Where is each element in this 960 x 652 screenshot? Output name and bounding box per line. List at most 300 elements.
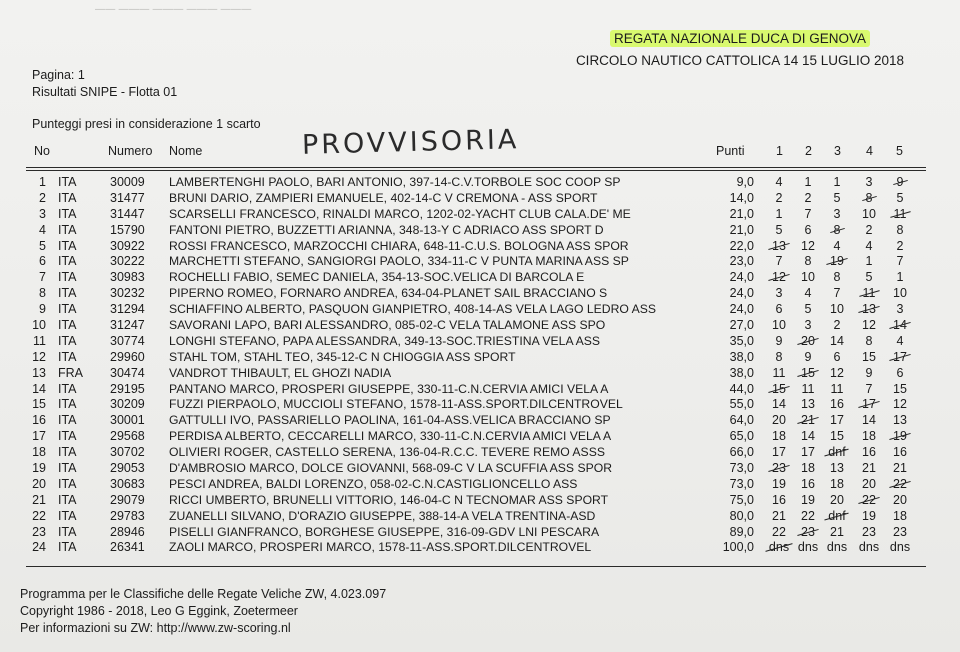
score-value: 4	[804, 286, 812, 301]
score-value: 17	[772, 445, 786, 460]
race-2-score-cell	[795, 302, 821, 318]
race-5-score-cell	[887, 350, 913, 366]
score-value: 1	[775, 206, 783, 221]
header-race-3: 3	[834, 144, 841, 158]
race-4-score-cell	[856, 429, 882, 445]
discarded-score: 12	[772, 270, 786, 285]
footer	[20, 586, 386, 637]
table-row	[0, 397, 960, 413]
race-5-score-cell	[887, 382, 913, 398]
sail-number-cell: 29783	[110, 508, 145, 523]
score-value: 15	[862, 349, 876, 364]
score-value: 9	[775, 333, 783, 348]
position-cell: 2	[39, 190, 46, 205]
race-1-score-cell	[766, 318, 792, 334]
table-row	[0, 191, 960, 207]
score-value: 15	[830, 429, 844, 444]
race-1-score-cell	[766, 429, 792, 445]
score-value: 2	[865, 222, 873, 237]
race-1-score-cell	[766, 540, 792, 556]
header-no: No	[34, 144, 50, 158]
crew-name-cell: VANDROT THIBAULT, EL GHOZI NADIA	[169, 365, 392, 380]
regatta-title: REGATA NAZIONALE DUCA DI GENOVA	[610, 30, 870, 47]
discarded-score: 11	[862, 286, 876, 301]
race-5-score-cell	[887, 239, 913, 255]
header-rule-bottom	[26, 170, 926, 171]
points-cell: 21,0	[729, 206, 754, 221]
race-5-score-cell	[887, 493, 913, 509]
score-value: 21	[862, 461, 876, 476]
race-5-score-cell	[887, 223, 913, 239]
race-4-score-cell	[856, 445, 882, 461]
discarded-score: 8	[833, 222, 841, 237]
race-5-score-cell	[887, 191, 913, 207]
position-cell: 4	[39, 222, 46, 237]
points-cell: 100,0	[722, 540, 754, 555]
score-value: 12	[862, 318, 876, 333]
race-4-score-cell	[856, 334, 882, 350]
header-punti: Punti	[716, 144, 745, 158]
sail-number-cell: 30222	[110, 254, 145, 269]
race-2-score-cell	[795, 191, 821, 207]
score-value: 21	[772, 508, 786, 523]
race-4-score-cell	[856, 413, 882, 429]
discarded-score: 14	[893, 318, 907, 333]
score-value: 7	[833, 286, 841, 301]
race-4-score-cell	[856, 461, 882, 477]
nation-cell: ITA	[58, 190, 77, 205]
race-2-score-cell	[795, 382, 821, 398]
discarded-score: 22	[862, 492, 876, 507]
race-5-score-cell	[887, 175, 913, 191]
race-3-score-cell	[824, 334, 850, 350]
race-1-score-cell	[766, 302, 792, 318]
score-value: 3	[896, 302, 904, 317]
position-cell: 7	[39, 270, 46, 285]
position-cell: 15	[32, 397, 46, 412]
race-3-score-cell	[824, 413, 850, 429]
score-value: 4	[896, 333, 904, 348]
score-value: 16	[862, 445, 876, 460]
discarded-score: 13	[862, 302, 876, 317]
nation-cell: ITA	[58, 429, 77, 444]
score-value: 8	[865, 333, 873, 348]
discard-note: Punteggi presi in considerazione 1 scarto	[32, 117, 261, 131]
score-value: 6	[775, 302, 783, 317]
points-cell: 66,0	[729, 445, 754, 460]
crew-name-cell: LAMBERTENGHI PAOLO, BARI ANTONIO, 397-14-C.V.TORBOLE SOC COOP SP	[169, 175, 621, 189]
discarded-score: 23	[772, 461, 786, 476]
header-race-2: 2	[805, 144, 812, 158]
table-row	[0, 286, 960, 302]
race-2-score-cell	[795, 397, 821, 413]
footer-copyright: Copyright 1986 - 2018, Leo G Eggink, Zoetermeer	[20, 604, 298, 618]
race-3-score-cell	[824, 207, 850, 223]
nation-cell: ITA	[58, 349, 77, 364]
position-cell: 20	[32, 476, 46, 491]
score-value: dns	[797, 540, 819, 555]
points-cell: 22,0	[729, 238, 754, 253]
score-value: dns	[889, 540, 911, 555]
score-value: 8	[833, 270, 841, 285]
score-value: 9	[865, 365, 873, 380]
table-row	[0, 509, 960, 525]
race-3-score-cell	[824, 223, 850, 239]
points-cell: 24,0	[729, 302, 754, 317]
race-4-score-cell	[856, 318, 882, 334]
discarded-score: 21	[801, 413, 815, 428]
points-cell: 24,0	[729, 270, 754, 285]
crew-name-cell: SCHIAFFINO ALBERTO, PASQUON GIANPIETRO, 408-14-AS VELA LAGO LEDRO ASS	[169, 302, 656, 317]
nation-cell: ITA	[58, 413, 77, 428]
score-value: 19	[862, 508, 876, 523]
points-cell: 80,0	[729, 508, 754, 523]
race-2-score-cell	[795, 318, 821, 334]
score-value: 5	[865, 270, 873, 285]
score-value: 16	[801, 476, 815, 491]
nation-cell: ITA	[58, 238, 77, 253]
race-1-score-cell	[766, 493, 792, 509]
race-5-score-cell	[887, 509, 913, 525]
table-row	[0, 318, 960, 334]
race-2-score-cell	[795, 493, 821, 509]
race-4-score-cell	[856, 350, 882, 366]
race-2-score-cell	[795, 429, 821, 445]
footer-info: Per informazioni su ZW: http://www.zw-scoring.nl	[20, 621, 291, 635]
points-cell: 64,0	[729, 413, 754, 428]
table-row	[0, 493, 960, 509]
position-cell: 14	[32, 381, 46, 396]
score-value: 6	[896, 365, 904, 380]
score-value: 20	[772, 413, 786, 428]
race-5-score-cell	[887, 445, 913, 461]
sail-number-cell: 29568	[110, 429, 145, 444]
score-value: 16	[830, 397, 844, 412]
crew-name-cell: D'AMBROSIO MARCO, DOLCE GIOVANNI, 568-09-C V LA SCUFFIA ASS SPOR	[169, 461, 612, 476]
results-table	[0, 175, 960, 556]
race-1-score-cell	[766, 191, 792, 207]
score-value: 10	[772, 318, 786, 333]
score-value: 7	[775, 254, 783, 269]
score-value: 19	[772, 476, 786, 491]
race-1-score-cell	[766, 477, 792, 493]
nation-cell: ITA	[58, 476, 77, 491]
score-value: 10	[893, 286, 907, 301]
position-cell: 16	[32, 413, 46, 428]
race-3-score-cell	[824, 445, 850, 461]
position-cell: 11	[33, 333, 46, 348]
discarded-score: 15	[801, 365, 815, 380]
race-1-score-cell	[766, 509, 792, 525]
race-3-score-cell	[824, 397, 850, 413]
discarded-score: dns	[768, 540, 790, 555]
race-4-score-cell	[856, 525, 882, 541]
discarded-score: 11	[893, 206, 907, 221]
race-3-score-cell	[824, 254, 850, 270]
sail-number-cell: 30774	[110, 333, 145, 348]
race-4-score-cell	[856, 540, 882, 556]
race-2-score-cell	[795, 350, 821, 366]
race-3-score-cell	[824, 318, 850, 334]
race-2-score-cell	[795, 461, 821, 477]
score-value: 18	[801, 461, 815, 476]
nation-cell: ITA	[58, 206, 77, 221]
position-cell: 10	[32, 318, 46, 333]
sail-number-cell: 30702	[110, 445, 145, 460]
points-cell: 44,0	[729, 381, 754, 396]
score-value: 18	[862, 429, 876, 444]
score-value: 17	[801, 445, 815, 460]
crew-name-cell: PESCI ANDREA, BALDI LORENZO, 058-02-C.N.CASTIGLIONCELLO ASS	[169, 476, 578, 491]
score-value: 4	[775, 175, 783, 189]
table-header	[0, 144, 960, 164]
table-row	[0, 366, 960, 382]
race-1-score-cell	[766, 239, 792, 255]
score-value: 1	[804, 175, 812, 189]
race-5-score-cell	[887, 525, 913, 541]
sail-number-cell: 31447	[110, 206, 145, 221]
position-cell: 5	[39, 238, 46, 253]
race-1-score-cell	[766, 397, 792, 413]
score-value: 12	[801, 238, 815, 253]
race-2-score-cell	[795, 254, 821, 270]
race-3-score-cell	[824, 525, 850, 541]
score-value: 5	[804, 302, 812, 317]
table-row	[0, 525, 960, 541]
header-race-5: 5	[896, 144, 903, 158]
position-cell: 6	[39, 254, 46, 269]
position-cell: 21	[32, 492, 46, 507]
sail-number-cell: 30683	[110, 476, 145, 491]
race-1-score-cell	[766, 350, 792, 366]
score-value: 14	[862, 413, 876, 428]
score-value: 22	[772, 524, 786, 539]
crew-name-cell: PERDISA ALBERTO, CECCARELLI MARCO, 330-11-C.N.CERVIA AMICI VELA A	[169, 429, 612, 444]
sail-number-cell: 31477	[110, 190, 145, 205]
table-row	[0, 239, 960, 255]
race-3-score-cell	[824, 477, 850, 493]
race-4-score-cell	[856, 239, 882, 255]
race-1-score-cell	[766, 413, 792, 429]
crew-name-cell: PANTANO MARCO, PROSPERI GIUSEPPE, 330-11-C.N.CERVIA AMICI VELA A	[169, 381, 609, 396]
discarded-score: 19	[893, 429, 907, 444]
regatta-header	[560, 28, 920, 72]
crew-name-cell: RICCI UMBERTO, BRUNELLI VITTORIO, 146-04-C N TECNOMAR ASS SPORT	[169, 492, 609, 507]
sail-number-cell: 26341	[110, 540, 145, 555]
race-3-score-cell	[824, 382, 850, 398]
table-row	[0, 350, 960, 366]
score-value: 19	[801, 492, 815, 507]
score-value: 5	[833, 190, 841, 205]
table-row	[0, 477, 960, 493]
race-5-score-cell	[887, 461, 913, 477]
crew-name-cell: PISELLI GIANFRANCO, BORGHESE GIUSEPPE, 316-09-GDV LNI PESCARA	[169, 524, 600, 539]
race-5-score-cell	[887, 286, 913, 302]
discarded-score: 15	[772, 381, 786, 396]
sail-number-cell: 31294	[110, 302, 145, 317]
race-5-score-cell	[887, 540, 913, 556]
crew-name-cell: OLIVIERI ROGER, CASTELLO SERENA, 136-04-R.C.C. TEVERE REMO ASSS	[169, 445, 605, 460]
nation-cell: ITA	[58, 461, 77, 476]
race-5-score-cell	[887, 254, 913, 270]
score-value: 3	[775, 286, 783, 301]
race-5-score-cell	[887, 397, 913, 413]
table-row	[0, 175, 960, 191]
score-value: 6	[833, 349, 841, 364]
table-row	[0, 254, 960, 270]
crew-name-cell: ROSSI FRANCESCO, MARZOCCHI CHIARA, 648-11-C.U.S. BOLOGNA ASS SPOR	[169, 238, 629, 253]
nation-cell: ITA	[58, 286, 77, 301]
race-4-score-cell	[856, 493, 882, 509]
score-value: 7	[804, 206, 812, 221]
discarded-score: dnf	[828, 508, 846, 523]
score-value: 8	[775, 349, 783, 364]
position-cell: 22	[32, 508, 46, 523]
score-value: 14	[801, 429, 815, 444]
race-3-score-cell	[824, 191, 850, 207]
header-nome: Nome	[169, 144, 203, 158]
sail-number-cell: 28946	[110, 524, 145, 539]
race-5-score-cell	[887, 302, 913, 318]
points-cell: 73,0	[729, 461, 754, 476]
score-value: 13	[801, 397, 815, 412]
position-cell: 24	[32, 540, 46, 555]
race-1-score-cell	[766, 207, 792, 223]
discarded-score: 17	[893, 349, 907, 364]
sail-number-cell: 15790	[110, 222, 145, 237]
header-race-4: 4	[866, 144, 873, 158]
points-cell: 89,0	[729, 524, 754, 539]
score-value: 2	[896, 238, 904, 253]
race-1-score-cell	[766, 382, 792, 398]
crew-name-cell: SAVORANI LAPO, BARI ALESSANDRO, 085-02-C VELA TALAMONE ASS SPO	[169, 318, 606, 333]
score-value: 5	[896, 190, 904, 205]
score-value: 5	[775, 222, 783, 237]
score-value: 16	[772, 492, 786, 507]
sail-number-cell: 29079	[110, 492, 145, 507]
race-3-score-cell	[824, 540, 850, 556]
race-4-score-cell	[856, 477, 882, 493]
nation-cell: ITA	[58, 492, 77, 507]
table-row	[0, 429, 960, 445]
race-2-score-cell	[795, 207, 821, 223]
race-4-score-cell	[856, 509, 882, 525]
score-value: 3	[804, 318, 812, 333]
race-3-score-cell	[824, 366, 850, 382]
discarded-score: 19	[830, 254, 844, 269]
race-2-score-cell	[795, 286, 821, 302]
table-row	[0, 207, 960, 223]
position-cell: 13	[32, 365, 46, 380]
score-value: 1	[896, 270, 904, 285]
score-value: 20	[862, 476, 876, 491]
race-3-score-cell	[824, 286, 850, 302]
race-3-score-cell	[824, 302, 850, 318]
race-1-score-cell	[766, 366, 792, 382]
discarded-score: dnf	[828, 445, 846, 460]
race-1-score-cell	[766, 286, 792, 302]
race-2-score-cell	[795, 334, 821, 350]
discarded-score: 23	[801, 524, 815, 539]
points-cell: 14,0	[729, 190, 754, 205]
score-value: 13	[893, 413, 907, 428]
score-value: 13	[830, 461, 844, 476]
score-value: 10	[862, 206, 876, 221]
race-4-score-cell	[856, 270, 882, 286]
race-3-score-cell	[824, 270, 850, 286]
score-value: 1	[865, 254, 873, 269]
table-row	[0, 413, 960, 429]
score-value: 12	[893, 397, 907, 412]
points-cell: 9,0	[736, 175, 754, 189]
nation-cell: FRA	[58, 365, 83, 380]
score-value: 7	[896, 254, 904, 269]
sail-number-cell: 31247	[110, 318, 145, 333]
score-value: 11	[801, 381, 815, 396]
discarded-score: 9	[896, 175, 904, 189]
sail-number-cell: 30009	[110, 175, 145, 189]
score-value: 18	[772, 429, 786, 444]
position-cell: 17	[32, 429, 46, 444]
crew-name-cell: GATTULLI IVO, PASSARIELLO PAOLINA, 161-04-ASS.VELICA BRACCIANO SP	[169, 413, 611, 428]
score-value: 8	[804, 254, 812, 269]
crew-name-cell: ZAOLI MARCO, PROSPERI MARCO, 1578-11-ASS.SPORT.DILCENTROVEL	[169, 540, 592, 555]
nation-cell: ITA	[58, 254, 77, 269]
race-1-score-cell	[766, 334, 792, 350]
race-4-score-cell	[856, 397, 882, 413]
score-value: 12	[830, 365, 844, 380]
handwritten-provvisoria: PROVVISORIA	[301, 124, 520, 161]
race-1-score-cell	[766, 223, 792, 239]
sail-number-cell: 29960	[110, 349, 145, 364]
race-2-score-cell	[795, 413, 821, 429]
race-4-score-cell	[856, 254, 882, 270]
sail-number-cell: 29053	[110, 461, 145, 476]
race-2-score-cell	[795, 223, 821, 239]
sail-number-cell: 30232	[110, 286, 145, 301]
race-5-score-cell	[887, 270, 913, 286]
score-value: 7	[865, 381, 873, 396]
score-value: 22	[801, 508, 815, 523]
discarded-score: 17	[862, 397, 876, 412]
score-value: 9	[804, 349, 812, 364]
sail-number-cell: 30474	[110, 365, 145, 380]
race-3-score-cell	[824, 493, 850, 509]
score-value: dns	[826, 540, 848, 555]
score-value: dns	[858, 540, 880, 555]
points-cell: 65,0	[729, 429, 754, 444]
score-value: 2	[833, 318, 841, 333]
nation-cell: ITA	[58, 302, 77, 317]
points-cell: 23,0	[729, 254, 754, 269]
score-value: 1	[833, 175, 841, 189]
sail-number-cell: 29195	[110, 381, 145, 396]
position-cell: 1	[39, 175, 46, 189]
race-2-score-cell	[795, 239, 821, 255]
position-cell: 18	[32, 445, 46, 460]
points-cell: 38,0	[729, 365, 754, 380]
score-value: 21	[830, 524, 844, 539]
race-1-score-cell	[766, 270, 792, 286]
sail-number-cell: 30001	[110, 413, 145, 428]
race-5-score-cell	[887, 334, 913, 350]
crew-name-cell: BRUNI DARIO, ZAMPIERI EMANUELE, 402-14-C V CREMONA - ASS SPORT	[169, 190, 598, 205]
race-4-score-cell	[856, 223, 882, 239]
crew-name-cell: SCARSELLI FRANCESCO, RINALDI MARCO, 1202-02-YACHT CLUB CALA.DE' ME	[169, 206, 631, 221]
race-2-score-cell	[795, 366, 821, 382]
crew-name-cell: STAHL TOM, STAHL TEO, 345-12-C N CHIOGGIA ASS SPORT	[169, 349, 516, 364]
race-3-score-cell	[824, 239, 850, 255]
